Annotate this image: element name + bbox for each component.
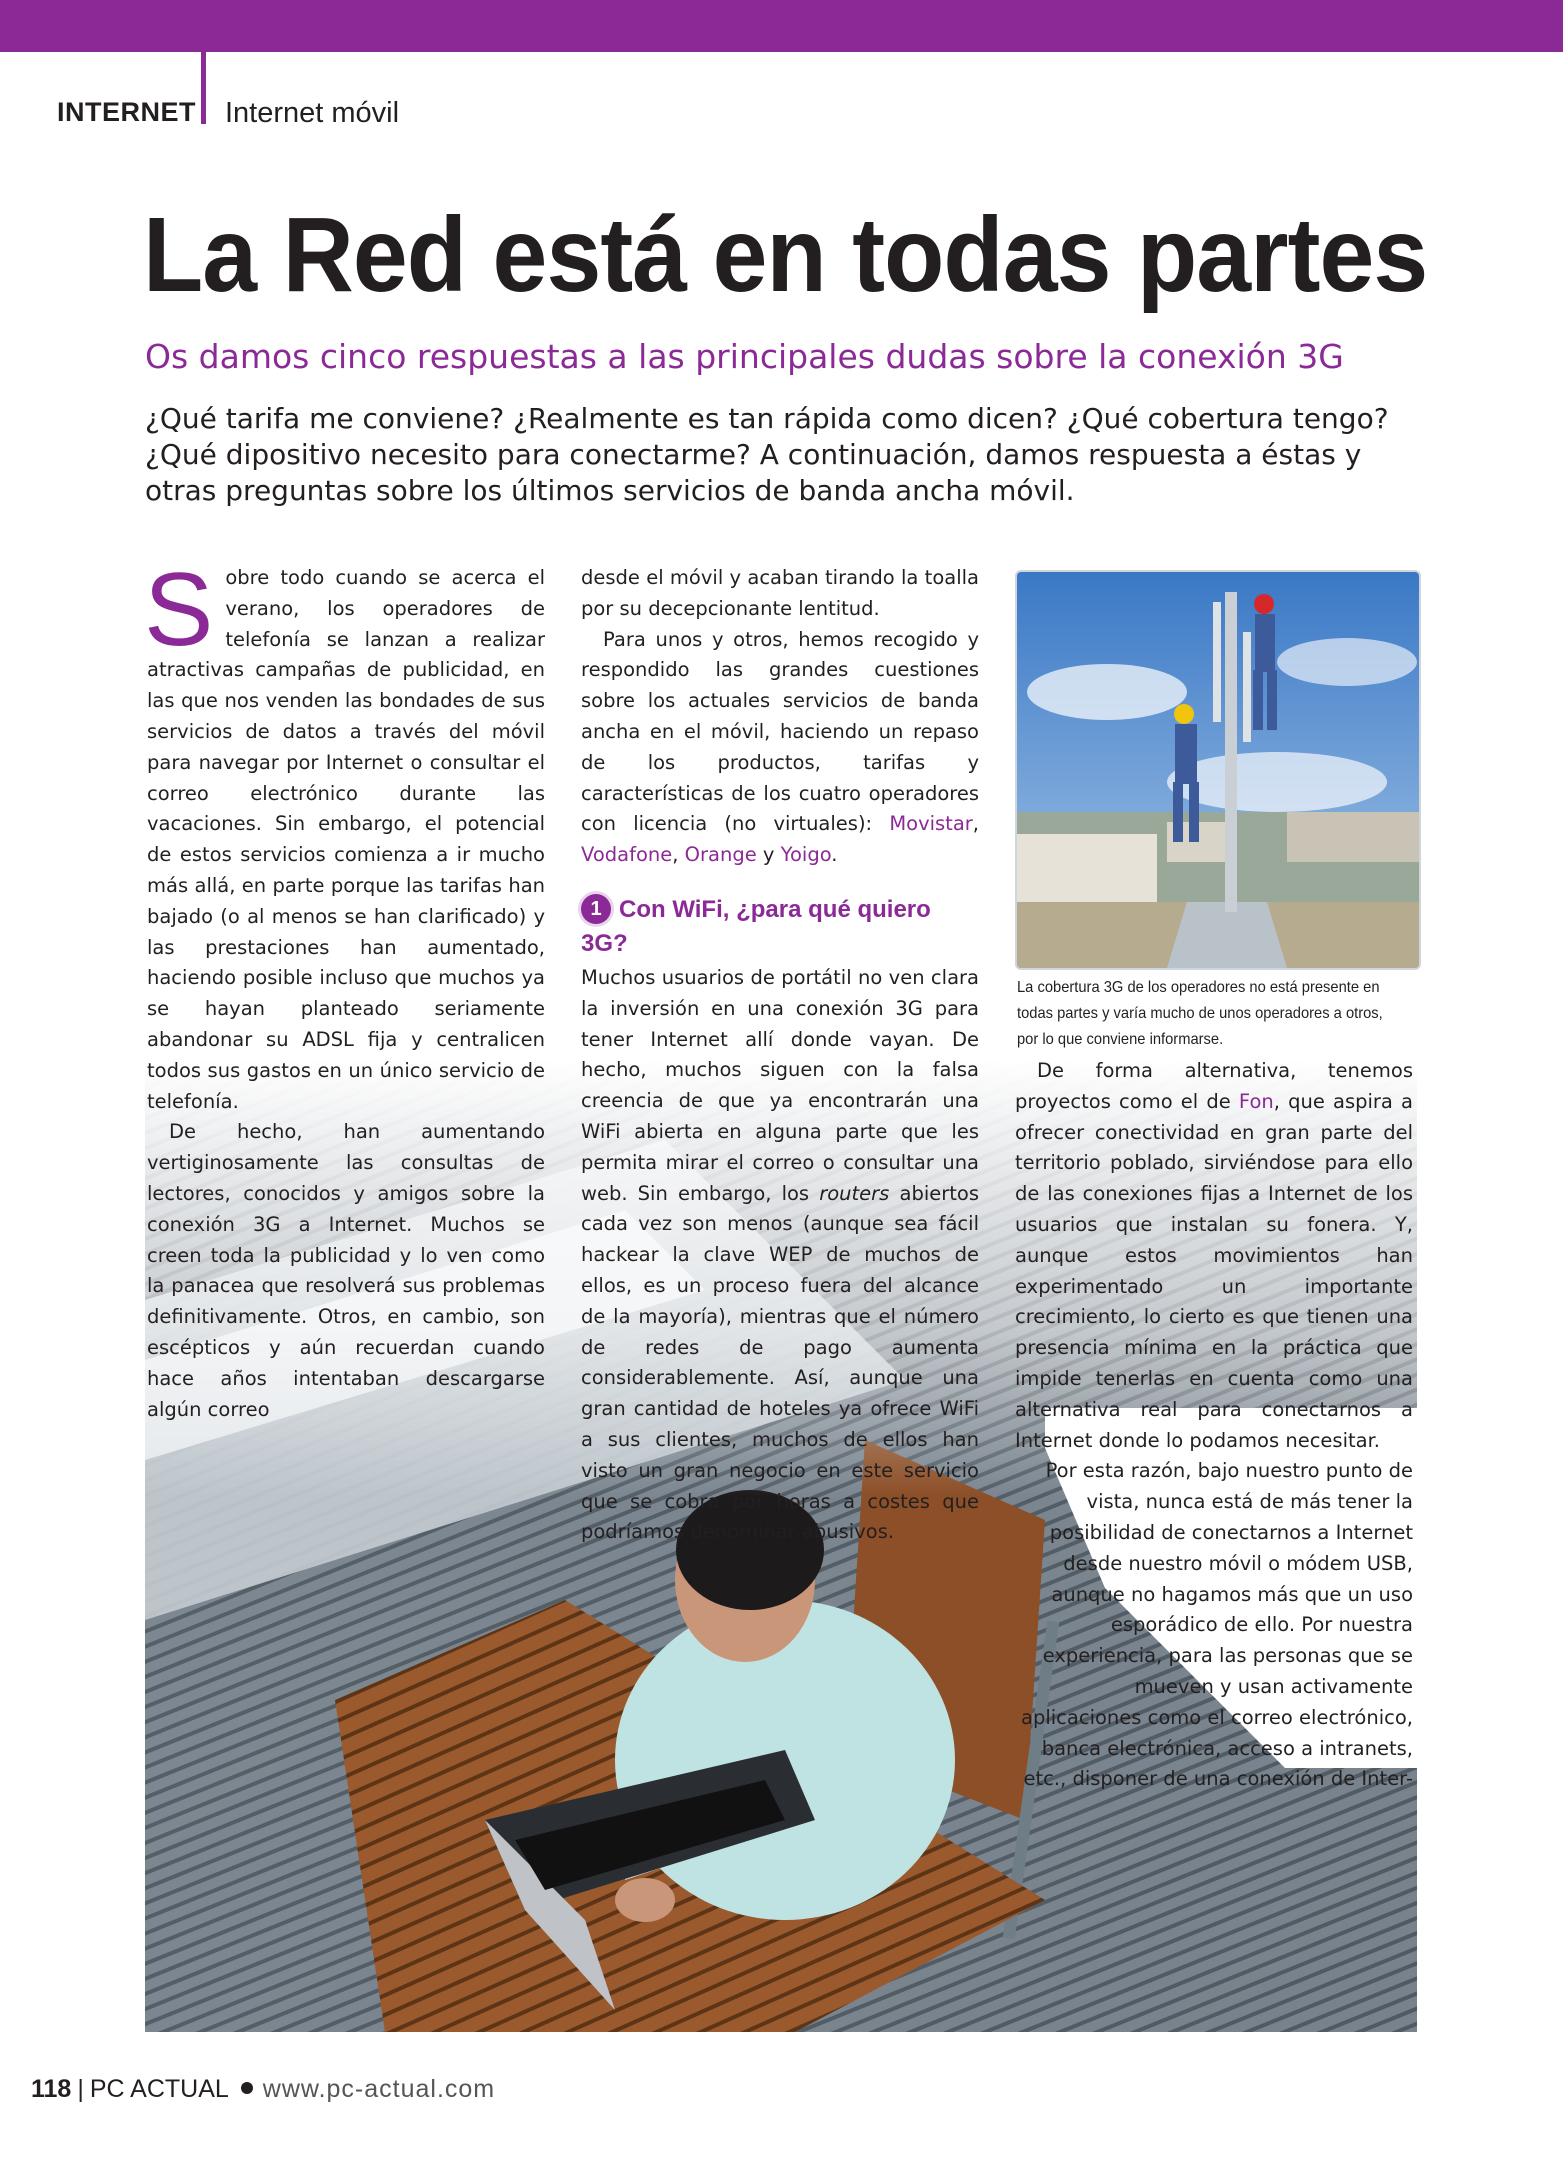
fon-link: Fon bbox=[1238, 1089, 1274, 1113]
operators-sep-2: , bbox=[672, 843, 685, 867]
subsection-label: Internet móvil bbox=[225, 97, 400, 129]
question-1-title: Con WiFi, ¿para qué quiero 3G? bbox=[581, 895, 931, 957]
magazine-url: www.pc-actual.com bbox=[262, 2075, 496, 2103]
drop-cap: S bbox=[144, 552, 214, 668]
page-footer bbox=[31, 2075, 495, 2104]
operators-intro: Para unos y otros, hemos recogido y respondido las grandes cuestiones sobre los actuales servicios de banda ancha en el móvil, haciendo un repaso de los productos, tarifas y características de los cuatro operadores con licencia (no virtuales): bbox=[581, 627, 979, 836]
footer-separator: | bbox=[77, 2075, 84, 2103]
paragraph-conclusion: Por esta razón, bajo nuestro punto de vista, nunca está de más tener la posibilidad de conectarnos a Internet desde nuestro móvil o módem USB, aunque no hagamos más que un uso esporádico de ello. Por nuestra experiencia, para las personas que se mueven y usan activamente aplicaciones como el correo electrónico, banca electrónica, acceso a intranets, etc., disponer de una conexión de Inter- bbox=[1021, 1459, 1413, 1791]
operator-movistar: Movistar bbox=[889, 812, 973, 836]
antenna-tower-illustration bbox=[1017, 572, 1419, 968]
top-color-bar bbox=[0, 0, 1563, 52]
page-number: 118 bbox=[31, 2075, 72, 2103]
operator-orange: Orange bbox=[684, 843, 757, 867]
operator-vodafone: Vodafone bbox=[581, 843, 673, 867]
question-number-badge: 1 bbox=[581, 894, 611, 924]
paragraph-intro: obre todo cuando se acerca el verano, los operadores de telefonía se lanzan a realizar atractivas campañas de publicidad, en las que nos venden las bondades de sus servicios de datos a través del móvil para navegar por Internet o consultar el correo electrónico durante las vacaciones. Sin embargo, el potencial de estos servicios comienza a ir mucho más allá, en parte porque las tarifas han bajado (o al menos se han clarificado) y las prestaciones han aumentado, haciendo posible incluso que muchos ya se hayan planteado seriamente abandonar su ADSL fija y centralicen todos sus gastos en un único servicio de telefonía. bbox=[147, 566, 545, 1113]
article-column-2 bbox=[581, 563, 979, 1548]
operators-end: . bbox=[831, 843, 838, 867]
photo-caption: La cobertura 3G de los operadores no está presente en todas partes y varía mucho de unos operadores a otros, por lo que conviene informarse. bbox=[1017, 979, 1383, 1048]
operators-sep-1: , bbox=[972, 812, 979, 836]
wifi-text-before: Muchos usuarios de portátil no ven clara la inversión en una conexión 3G para tener Internet allí donde vayan. De hecho, muchos siguen con la falsa creencia de que ya encontrarán una WiFi abierta en alguna parte que les permita mirar el correo o consultar una web. Sin embargo, los bbox=[581, 965, 979, 1205]
wifi-text-after: abiertos cada vez son menos (aunque sea fácil hackear la clave WEP de muchos de ellos, es un proceso fuera del alcance de la mayoría), mientras que el número de redes de pago aumenta considerablemente. Así, aunque una gran cantidad de hoteles ya ofrece WiFi a sus clientes, muchos de ellos han visto un gran negocio en este servicio que se cobra por horas a costes que podríamos denominar abusivos. bbox=[581, 1181, 979, 1544]
paragraph-wifi bbox=[581, 963, 979, 1548]
paragraph-operators bbox=[581, 625, 979, 871]
section-divider bbox=[201, 52, 206, 124]
paragraph-fon bbox=[1015, 1056, 1413, 1456]
magazine-name: PC ACTUAL bbox=[89, 2075, 229, 2103]
antenna-tower-photo bbox=[1015, 570, 1421, 970]
paragraph-readers: De hecho, han aumentando vertiginosamente las consultas de lectores, conocidos y amigos sobre la conexión 3G a Internet. Muchos se creen toda la publicidad y lo ven como la panacea que resolverá sus problemas definitivamente. Otros, en cambio, son escépticos y aún recuerdan cuando hace años intentaban descargarse algún correo bbox=[147, 1120, 545, 1421]
article-subtitle: Os damos cinco respuestas a las principales dudas sobre la conexión 3G bbox=[145, 337, 1344, 376]
article-column-1 bbox=[144, 552, 545, 1425]
article-lead: ¿Qué tarifa me conviene? ¿Realmente es tan rápida como dicen? ¿Qué cobertura tengo? ¿Qué dipositivo necesito para conectarme? A continuación, damos respuesta a éstas y otras preguntas sobre los últimos servicios de banda ancha móvil. bbox=[145, 402, 1389, 507]
article-title: La Red está en todas partes bbox=[143, 196, 1428, 314]
wifi-text-italic: routers bbox=[819, 1181, 890, 1205]
paragraph-continued: desde el móvil y acaban tirando la toalla por su decepcionante lentitud. bbox=[581, 566, 979, 620]
fon-text-after: , que aspira a ofrecer conectividad en gran parte del territorio poblado, sirviéndose para ello de las conexiones fijas a Internet de los usuarios que instalan su fonera. Y, aunque estos movimientos han experimentado un importante crecimiento, lo cierto es que tienen una presencia mínima en la práctica que impide tenerlas en cuenta como una alternativa real para conectarnos a Internet donde lo podamos necesitar. bbox=[1015, 1089, 1413, 1452]
question-1-heading bbox=[581, 893, 979, 961]
bullet-icon bbox=[241, 2082, 253, 2094]
operators-sep-3: y bbox=[756, 843, 781, 867]
operator-yoigo: Yoigo bbox=[780, 843, 832, 867]
section-header bbox=[57, 97, 400, 129]
section-label: INTERNET bbox=[57, 97, 196, 127]
fon-text-before: De forma alternativa, tenemos proyectos como el de bbox=[1015, 1059, 1413, 1113]
article-column-3 bbox=[1015, 1056, 1413, 1795]
